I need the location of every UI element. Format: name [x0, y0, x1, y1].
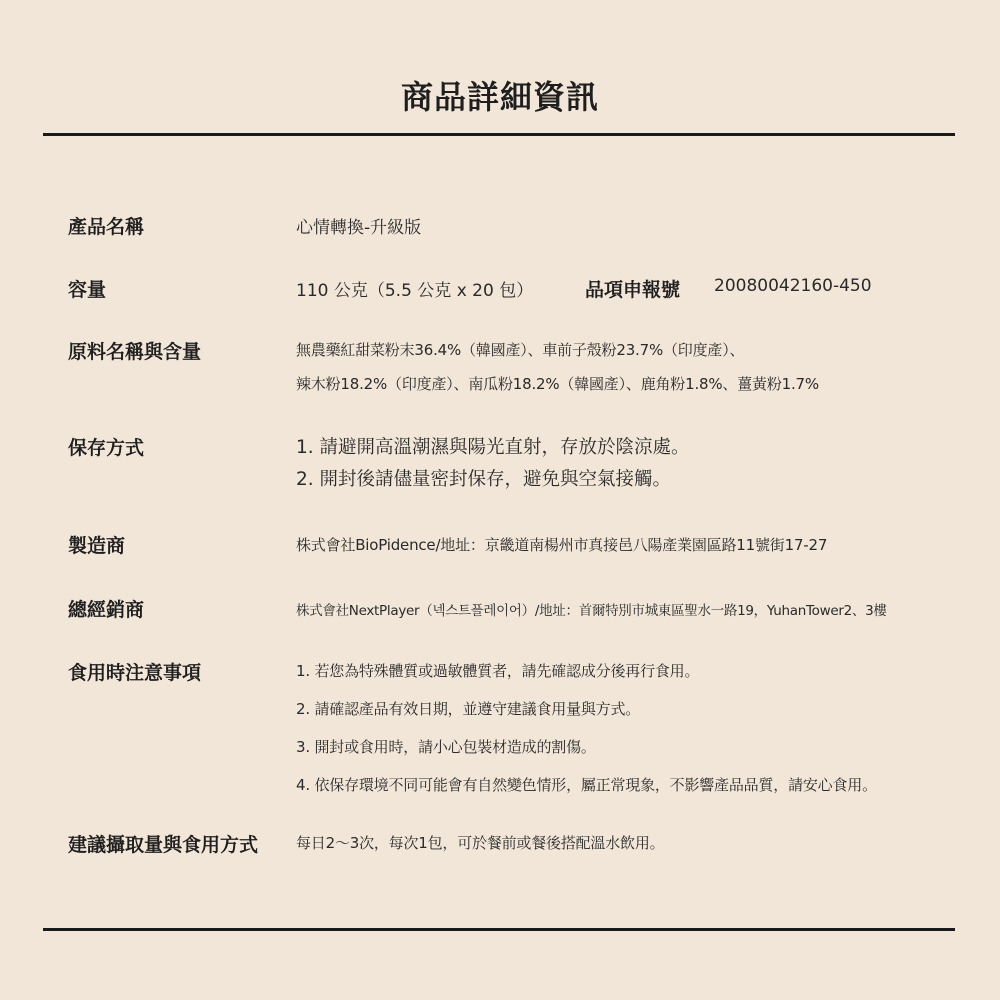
- usage-label: 建議攝取量與食用方式: [68, 834, 259, 856]
- manufacturer-label: 製造商: [68, 535, 126, 557]
- precautions-label: 食用時注意事項: [68, 662, 202, 684]
- precaution-item: 3. 開封或食用時，請小心包裝材造成的割傷。: [296, 738, 596, 756]
- bottom-divider: [43, 928, 955, 931]
- report-number-value: 20080042160-450: [714, 276, 872, 296]
- precaution-item: 2. 請確認產品有效日期，並遵守建議食用量與方式。: [296, 700, 641, 718]
- storage-value: [296, 433, 956, 493]
- manufacturer-value: 株式會社BioPidence/地址：京畿道南楊州市真接邑八陽產業園區路11號街17-27: [296, 536, 828, 554]
- ingredients-value: [296, 339, 956, 399]
- precaution-item: 4. 依保存環境不同可能會有自然變色情形，屬正常現象，不影響產品品質，請安心食用。: [296, 776, 877, 794]
- usage-value: 每日2～3次，每次1包，可於餐前或餐後搭配溫水飲用。: [296, 834, 665, 852]
- storage-line: 2. 開封後請儘量密封保存，避免與空氣接觸。: [296, 469, 672, 490]
- precautions-value: [296, 660, 986, 800]
- page-title: 商品詳細資訊: [400, 78, 599, 116]
- ingredients-line: 辣木粉18.2%（印度產）、南瓜粉18.2%（韓國產）、鹿角粉1.8%、薑黃粉1.7%: [296, 375, 819, 393]
- storage-line: 1. 請避開高溫潮濕與陽光直射，存放於陰涼處。: [296, 437, 690, 458]
- ingredients-label: 原料名稱與含量: [68, 341, 202, 363]
- ingredients-line: 無農藥紅甜菜粉末36.4%（韓國產）、車前子殼粉23.7%（印度產）、: [296, 341, 745, 359]
- storage-label: 保存方式: [68, 437, 145, 459]
- distributor-label: 總經銷商: [68, 599, 145, 621]
- product-name-label: 產品名稱: [68, 216, 145, 238]
- report-number-label: 品項申報號: [585, 279, 681, 301]
- capacity-value: 110 公克（5.5 公克 x 20 包）: [296, 281, 534, 301]
- top-divider: [43, 133, 955, 136]
- product-name-value: 心情轉換-升級版: [296, 218, 422, 238]
- capacity-label: 容量: [68, 279, 107, 301]
- precaution-item: 1. 若您為特殊體質或過敏體質者，請先確認成分後再行食用。: [296, 662, 700, 680]
- distributor-value: 株式會社NextPlayer（넥스트플레이어）/地址：首爾特別市城東區聖水一路19，YuhanTower2、3樓: [296, 603, 887, 619]
